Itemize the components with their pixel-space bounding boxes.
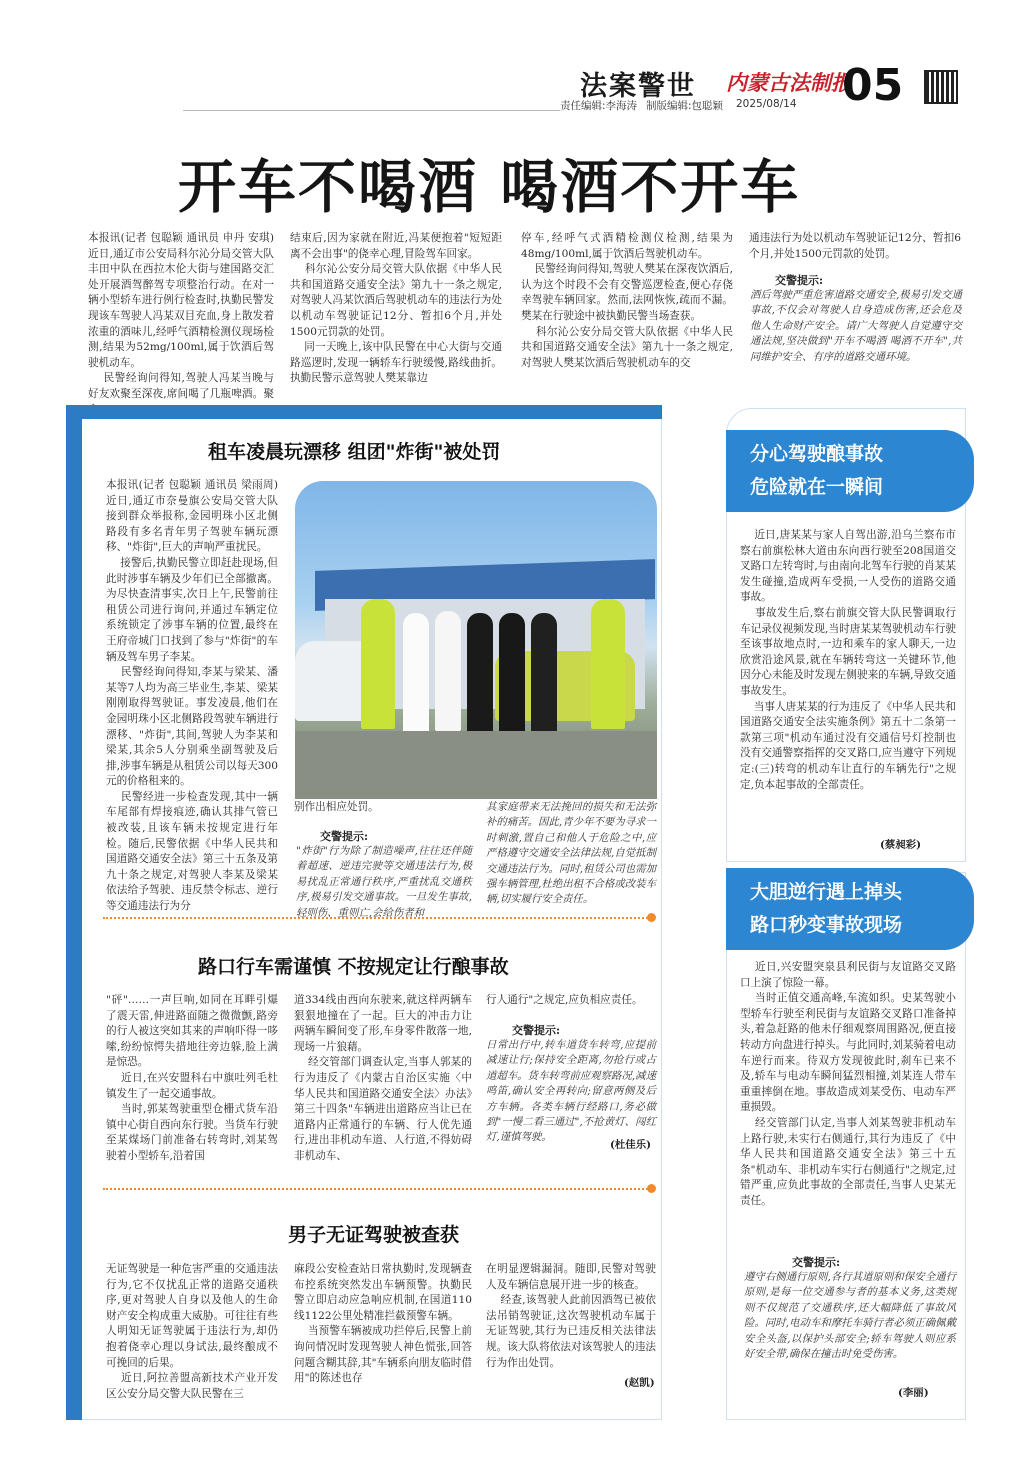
section-title: 法案警世 — [580, 71, 696, 102]
divider-1-dot — [647, 913, 656, 922]
news-photo — [295, 481, 657, 799]
photo-person-2 — [435, 611, 461, 731]
photo-person-5 — [531, 613, 557, 733]
lead-col-2: 结束后,因为家就在附近,冯某便抱着"短短距离不会出事"的侥幸心理,冒险驾车回家。 科尔沁公安分局交管大队依据《中华人民共和国道路交通安全法》第九十一条之规定,对驾驶人冯某饮酒后驾驶机动车的违法行为处以机动车驾驶证记12分、暂扣6个月,并处1500元罚款的处罚。 同一天晚上,该中队民警在中心大街与交通路巡逻时,发现一辆轿车行驶缓慢,路线曲折。执勤民警示意驾驶人樊某靠边 — [290, 232, 502, 385]
feature-box-top-bar — [66, 405, 662, 419]
article1-tip-text-2: 其家庭带来无法挽回的损失和无法弥补的痛苦。因此,青少年不要为寻求一时刺激,置自己和他人于危险之中,应严格遵守交通安全法律法规,自觉抵制交通违法行为。同时,租赁公司也需加强车辆管理,杜绝出租不合格或改装车辆,切实履行安全责任。 — [486, 801, 656, 906]
divider-2 — [103, 1188, 651, 1190]
lead-col-1: 本报讯(记者 包聪颖 通讯员 申丹 安琪)近日,通辽市公安局科尔沁分局交管大队丰田中队在西拉木伦大街与建国路交汇处开展酒驾醉驾专项整治行动。在对一辆小型轿车进行例行检查时,执勤民警发现该车驾驶人冯某双目充血,身上散发着浓重的酒味儿,经呼气酒精检测仪现场检测,结果为52mg/100ml,属于饮酒后驾驶机动车。 民警经询问得知,驾驶人冯某当晚与好友欢聚至深夜,席间喝了几瓶啤酒。聚 — [88, 232, 274, 400]
feature-box-side-bar — [66, 405, 82, 1420]
lead-tip-heading: 交警提示: — [775, 274, 824, 287]
article1-title: 租车凌晨玩漂移 组团"炸街"被处罚 — [208, 441, 501, 463]
side1-body: 近日,唐某某与家人自驾出游,沿乌兰察布市察右前旗松林大道由东向西行驶至208国道交叉路口左转弯时,与由南向北驾车行驶的肖某某发生碰撞,造成两车受损,一人受伤的道路交通事故。 事故发生后,察右前旗交管大队民警调取行车记录仪视频发现,当时唐某某驾驶机动车行驶至该事故地点时,一边和乘车的家人聊天,一边欣赏沿途风景,就在车辆转弯这一关键环节,他因分心未能及时发现左侧驶来的车辆,导致交通事故发生。 当事人唐某某的行为违反了《中华人民共和国道路交通安全法实施条例》第五十二条第一款第三项"机动车通过没有交通信号灯控制也没有交通警察指挥的交叉路口,应当遵守下列规定:(三)转弯的机动车让直行的车辆先行"之规定,负本起事故的全部责任。 — [740, 529, 956, 791]
photo-person-3 — [467, 613, 493, 733]
page-number: 05 — [842, 60, 904, 111]
side2-tip-text: 遵守右侧通行原则,各行其道原则和保安全通行原则,是每一位交通参与者的基本义务,这类规则不仅规范了交通秩序,还大幅降低了事故风险。同时,电动车和摩托车骑行者必须正确佩戴安全头盔,以保护头部安全;轿车驾驶人则应系好安全带,确保在撞击时免受伤害。 — [744, 1271, 956, 1361]
article2-col-2: 道334线由西向东驶来,就这样两辆车狠狠地撞在了一起。巨大的冲击力让两辆车瞬间变了形,车身零件散落一地,现场一片狼藉。 经交管部门调查认定,当事人郭某的行为违反了《内蒙古自治区实施〈中华人民共和国道路交通安全法〉办法》第三十四条"车辆进出道路应当让已在道路内正常通行的车辆、行人优先通行,进出非机动车道、人行道,不得妨碍非机动车、 — [294, 994, 472, 1162]
article2-tip-text: 日常出行中,转车道货车转弯,应提前减速让行;保持安全距离,勿抢行或占道超车。货车转弯前应观察路况,减速鸣笛,确认安全再转向;留意两侧及后方车辆。各类车辆行经路口,务必做到"一慢二看三通过",不抢黄灯、闯红灯,谨慎驾驶。 — [486, 1039, 656, 1144]
article2-col-1: "砰"……一声巨响,如同在耳畔引爆了震天雷,伸进路面随之微微颤,路旁的行人被这突如其来的声响吓得一哆嗦,纷纷惊愕失措地往旁边躲,脸上满是惊恐。 近日,在兴安盟科右中旗吐列毛杜镇发生了一起交通事故。 当时,郭某驾驶重型仓栅式货车沿镇中心街自西向东行驶。当货车行驶至某煤场门前准备右转弯时,刘某驾驶着小型轿车,沿着国 — [106, 994, 278, 1162]
side2-body: 近日,兴安盟突泉县利民街与友谊路交叉路口上演了惊险一幕。 当时正值交通高峰,车流如织。史某驾驶小型轿车行驶至利民街与友谊路交叉路口准备掉头,着急赶路的他未仔细观察周围路况,便直接转动方向盘进行掉头。与此同时,刘某骑着电动车逆行而来。待双方发现彼此时,刹车已来不及,轿车与电动车瞬间猛烈相撞,刘某连人带车重重摔倒在地。事故造成刘某受伤、电动车严重损毁。 经交管部门认定,当事人刘某驾驶非机动车上路行驶,未实行右侧通行,其行为违反了《中华人民共和国道路交通安全法》第三十五条"机动车、非机动车实行右侧通行"之规定,过错严重,应负此事故的全部责任,当事人史某无责任。 — [740, 961, 956, 1207]
lead-tip-text: 酒后驾驶严重危害道路交通安全,极易引发交通事故,不仅会对驾驶人自身造成伤害,还会危及他人生命财产安全。请广大驾驶人自觉遵守交通法规,坚决做到"开车不喝酒 喝酒不开车",共同维护安全、有序的道路交通环境。 — [750, 289, 962, 363]
side1-author: (蔡昶彩) — [880, 839, 922, 851]
side2-tip-heading: 交警提示: — [792, 1256, 841, 1269]
photo-person-1 — [403, 613, 429, 733]
article2-col-3: 行人通行"之规定,应负相应责任。 — [486, 994, 643, 1006]
issue-date: 2025/08/14 — [736, 98, 797, 110]
header-rule — [183, 110, 560, 111]
qr-code-icon — [924, 70, 958, 104]
side1-title-banner — [726, 430, 974, 512]
brand-logo: 内蒙古法制报 — [726, 70, 852, 95]
side1-title-line-2: 危险就在一瞬间 — [750, 476, 884, 498]
article3-col-1: 无证驾驶是一种危害严重的交通违法行为,它不仅扰乱正常的道路交通秩序,更对驾驶人自身以及他人的生命财产安全构成重大威胁。可往往有些人明知无证驾驶属于违法行为,却仍抱着侥幸心理以身试法,最终酿成不可挽回的后果。 近日,阿拉善盟高新技术产业开发区公安分局交警大队民警在三 — [106, 1263, 278, 1400]
photo-ground — [295, 731, 657, 799]
layout-editor-credit: 制版编辑:包聪颖 — [646, 100, 724, 112]
article1-col-2: 别作出相应处罚。 — [294, 801, 379, 813]
article1-col-1: 本报讯(记者 包聪颖 通讯员 梁雨周)近日,通辽市奈曼旗公安局交管大队接到群众举报称,金园明珠小区北侧路段有多名青年男子驾驶车辆玩漂移、"炸街",巨大的声响严重扰民。 接警后,执勤民警立即赶赴现场,但此时涉事车辆及少年们已全部撤离。为尽快查清事实,次日上午,民警前往租赁公司进行询问,并通过车辆定位系统锁定了涉事车辆的位置,最终在王府帝城门口找到了参与"炸街"的车辆及驾车男子李某。 民警经询问得知,李某与梁某、潘某等7人均为高三毕业生,李某、梁某刚刚取得驾驶证。事发凌晨,他们在金园明珠小区北侧路段驾驶车辆进行漂移、"炸街",其间,驾驶人为李某和梁某,其余5人分别乘坐副驾驶及后排,涉事车辆是从租赁公司以每天300元的价格租来的。 民警经进一步检查发现,其中一辆车尾部有焊接痕迹,确认其排气管已被改装,且该车辆未按规定进行年检。随后,民警依据《中华人民共和国道路交通安全法》第三十五条及第九十条之规定,对驾驶人李某及梁某依法给予驾驶、违反禁令标志、逆行等交通违法行为分 — [106, 479, 278, 913]
editor-credit: 责任编辑:李海涛 — [560, 100, 638, 112]
divider-2-dot — [647, 1184, 656, 1193]
article2-tip-heading: 交警提示: — [512, 1024, 561, 1037]
article3-col-2: 麻段公安检查站日常执勤时,发现辆查布控系统突然发出车辆预警。执勤民警立即启动应急响应机制,在国道110线1122公里处精准拦截预警车辆。 当预警车辆被成功拦停后,民警上前询问情况时发现驾驶人神色慌张,回答问题含糊其辞,其"车辆系向朋友临时借用"的陈述也存 — [294, 1263, 472, 1385]
lead-col-3: 停车,经呼气式酒精检测仪检测,结果为48mg/100ml,属于饮酒后驾驶机动车。 民警经询问得知,驾驶人樊某在深夜饮酒后,认为这个时段不会有交警巡逻检查,便心存侥幸驾驶车辆回家。然而,法网恢恢,疏而不漏。樊某在行驶途中被执勤民警当场查获。 科尔沁公安分局交管大队依据《中华人民共和国道路交通安全法》第九十一条之规定,对驾驶人樊某饮酒后驾驶机动车的交 — [521, 232, 733, 369]
article2-title: 路口行车需谨慎 不按规定让行酿事故 — [198, 956, 509, 978]
article3-author: (赵凯) — [624, 1377, 655, 1389]
article1-tip-heading: 交警提示: — [320, 830, 369, 843]
article3-col-3: 在明显逻辑漏洞。随即,民警对驾驶人及车辆信息展开进一步的核查。 经查,该驾驶人此前因酒驾已被依法吊销驾驶证,这次驾驶机动车属于无证驾驶,其行为已违反相关法律法规。该大队将依法对该驾驶人的违法行为作出处罚。 — [486, 1263, 656, 1369]
photo-officer-right — [591, 599, 625, 729]
side2-author: (李丽) — [898, 1387, 929, 1399]
divider-1 — [103, 917, 651, 919]
article1-tip-text-1: "炸街"行为除了制造噪声,往往还伴随着超速、逆违完驶等交通违法行为,极易扰乱正常通行秩序,严重扰乱交通秩序,极易引发交通事故。一旦发生事故,轻则伤、重则亡,会给伤者和 — [296, 845, 472, 919]
photo-officer-left — [361, 599, 395, 729]
main-headline: 开车不喝酒 喝酒不开车 — [178, 153, 801, 221]
photo-person-4 — [499, 613, 525, 733]
side1-title-line-1: 分心驾驶酿事故 — [750, 443, 884, 465]
lead-col-4: 通违法行为处以机动车驾驶证记12分、暂扣6个月,并处1500元罚款的处罚。 — [749, 232, 961, 260]
article2-author: (杜佳乐) — [610, 1139, 652, 1151]
side2-title-banner — [726, 868, 974, 950]
article3-title: 男子无证驾驶被查获 — [288, 1224, 460, 1246]
side2-title-line-1: 大胆逆行遇上掉头 — [750, 881, 903, 903]
side2-title-line-2: 路口秒变事故现场 — [750, 914, 903, 936]
